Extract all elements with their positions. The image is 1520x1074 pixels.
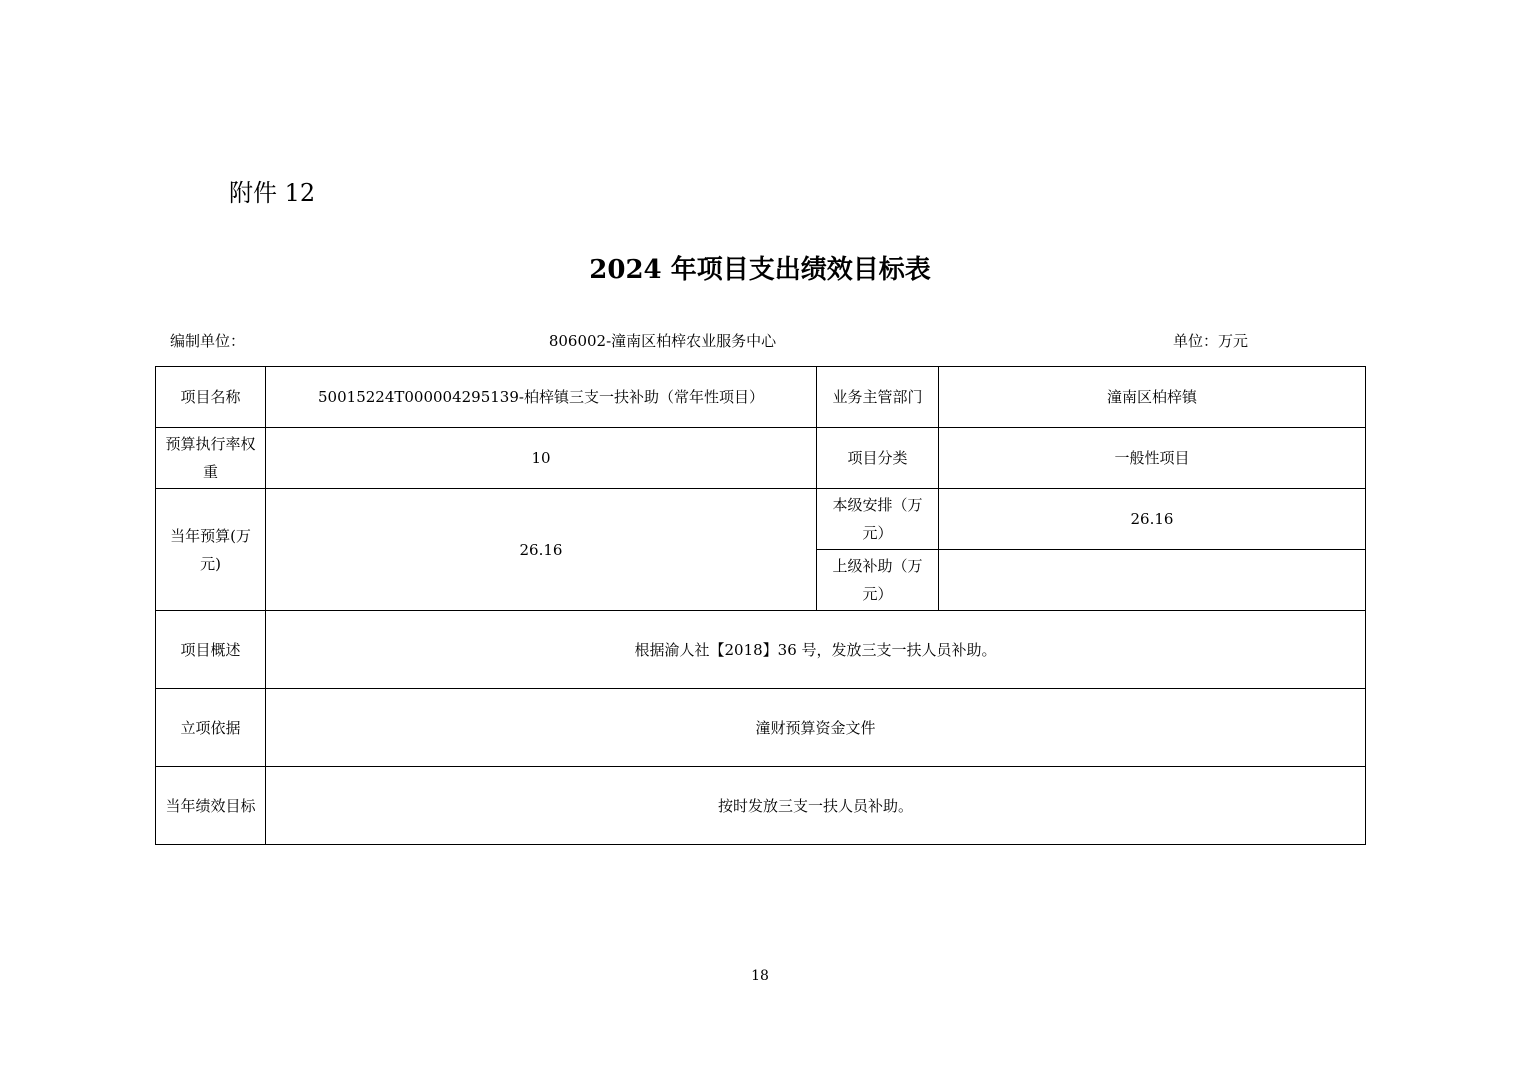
table-row-budget-local xyxy=(156,489,1366,550)
org-value: 806002-潼南区柏梓农业服务中心 xyxy=(548,332,777,350)
upper-label: 上级补助（万元） xyxy=(817,550,939,611)
unit-label: 单位：万元 xyxy=(1173,332,1249,350)
goal-label: 当年绩效目标 xyxy=(156,767,266,845)
department-value: 潼南区柏梓镇 xyxy=(939,367,1366,428)
overview-value: 根据渝人社【2018】36 号，发放三支一扶人员补助。 xyxy=(266,611,1366,689)
table-row-goal xyxy=(156,767,1366,845)
table-row-basis xyxy=(156,689,1366,767)
department-label: 业务主管部门 xyxy=(817,367,939,428)
page-number: 18 xyxy=(751,968,769,984)
weight-value: 10 xyxy=(266,428,817,489)
page-title: 2024 年项目支出绩效目标表 xyxy=(589,255,931,285)
overview-label: 项目概述 xyxy=(156,611,266,689)
upper-value xyxy=(939,550,1366,611)
project-name-value: 50015224T000004295139-柏梓镇三支一扶补助（常年性项目） xyxy=(266,367,817,428)
org-label: 编制单位： xyxy=(170,332,246,350)
performance-target-table xyxy=(155,366,1366,845)
local-label: 本级安排（万元） xyxy=(817,489,939,550)
category-value: 一般性项目 xyxy=(939,428,1366,489)
budget-label: 当年预算(万元) xyxy=(156,489,266,611)
budget-value: 26.16 xyxy=(266,489,817,611)
table-row-overview xyxy=(156,611,1366,689)
project-name-label: 项目名称 xyxy=(156,367,266,428)
attachment-label: 附件 12 xyxy=(229,179,316,207)
weight-label: 预算执行率权重 xyxy=(156,428,266,489)
local-value: 26.16 xyxy=(939,489,1366,550)
basis-value: 潼财预算资金文件 xyxy=(266,689,1366,767)
basis-label: 立项依据 xyxy=(156,689,266,767)
table-row-project-name xyxy=(156,367,1366,428)
category-label: 项目分类 xyxy=(817,428,939,489)
table-row-weight xyxy=(156,428,1366,489)
goal-value: 按时发放三支一扶人员补助。 xyxy=(266,767,1366,845)
